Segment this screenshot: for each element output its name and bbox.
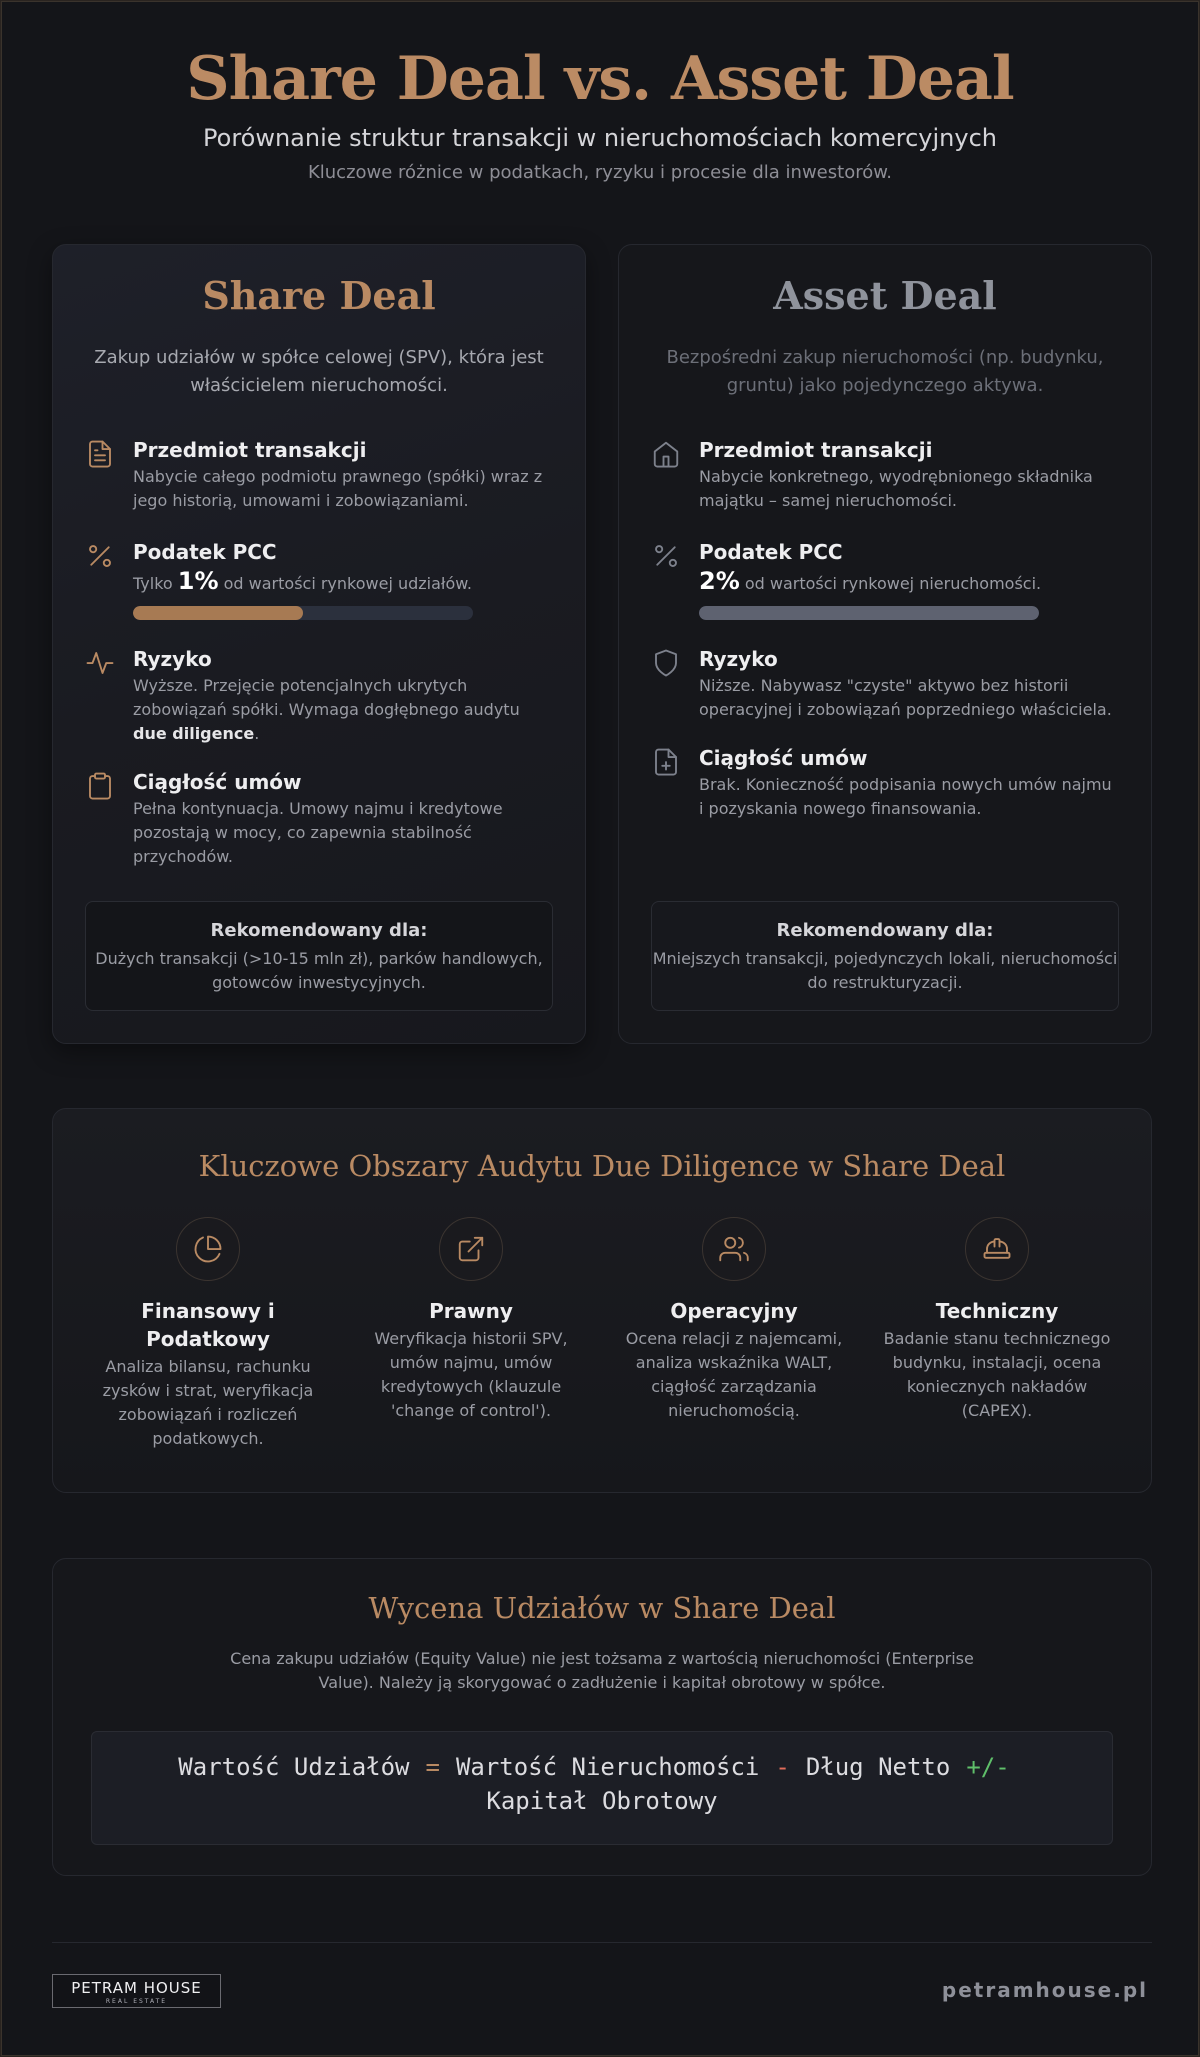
recommended-title: Rekomendowany dla: [776, 920, 994, 941]
logo-sub-text: REAL ESTATE [105, 1998, 168, 2005]
formula-plusminus: +/- [966, 1753, 1010, 1781]
dd-item-text: Analiza bilansu, rachunku zysków i strat, weryfikacja zobowiązań i rozliczeń podatkowych. [102, 1357, 314, 1448]
dd-item-financial [93, 1217, 323, 1451]
company-logo [52, 1974, 221, 2008]
activity-icon [85, 648, 115, 678]
clipboard-icon [85, 771, 115, 801]
external-link-icon [439, 1217, 503, 1281]
page-title: Share Deal vs. Asset Deal [186, 44, 1014, 114]
users-icon [702, 1217, 766, 1281]
asset-subject-feature [651, 437, 1119, 513]
footer-divider [52, 1942, 1152, 1943]
valuation-formula [91, 1731, 1113, 1845]
dd-item-text: Weryfikacja historii SPV, umów najmu, umów kredytowych (klauzule 'change of control'). [374, 1329, 568, 1420]
risk-text: Wyższe. Przejęcie potencjalnych ukrytych zobowiązań spółki. Wymaga dogłębnego audytu [133, 676, 520, 719]
tax-rate-line [133, 569, 553, 596]
tax-rate: 1% [177, 567, 219, 595]
tax-suffix: od wartości rynkowej nieruchomości. [744, 574, 1042, 593]
tax-rate-bar-fill [699, 606, 1039, 620]
due-diligence-title: Kluczowe Obszary Audytu Due Diligence w Share Deal [198, 1149, 1006, 1183]
tax-suffix: od wartości rynkowej udziałów. [223, 574, 472, 593]
formula-debt: Dług Netto [805, 1753, 951, 1781]
dd-item-text: Ocena relacji z najemcami, analiza wskaźnika WALT, ciągłość zarządzania nieruchomością. [625, 1329, 843, 1420]
tax-rate: 2% [699, 567, 740, 595]
recommended-title: Rekomendowany dla: [210, 920, 428, 941]
file-plus-icon [651, 747, 681, 777]
share-subject-feature [85, 437, 553, 513]
dd-item-legal [356, 1217, 586, 1423]
percent-icon [85, 541, 115, 571]
feature-text: Pełna kontynuacja. Umowy najmu i kredytowe pozostają w mocy, co zapewnia stabilność przychodów. [133, 799, 503, 866]
dd-item-title: Operacyjny [670, 1299, 798, 1323]
feature-text: Niższe. Nabywasz "czyste" aktywo bez historii operacyjnej i zobowiązań poprzedniego właściciela. [699, 676, 1112, 719]
home-icon [651, 439, 681, 469]
feature-title: Podatek PCC [699, 540, 843, 564]
formula-working-capital: Kapitał Obrotowy [486, 1787, 718, 1815]
asset-deal-title: Asset Deal [773, 273, 997, 318]
risk-emphasis: due diligence [133, 724, 255, 743]
formula-property: Wartość Nieruchomości [455, 1753, 760, 1781]
asset-tax-feature [651, 539, 1119, 620]
tax-rate-bar-fill [133, 606, 303, 620]
dd-item-text: Badanie stanu technicznego budynku, instalacji, ocena koniecznych nakładów (CAPEX). [883, 1329, 1111, 1420]
asset-recommended-box [651, 901, 1119, 1011]
tax-prefix: Tylko [133, 574, 173, 593]
dd-item-operational [619, 1217, 849, 1423]
feature-text: Nabycie konkretnego, wyodrębnionego składnika majątku – samej nieruchomości. [699, 467, 1093, 510]
recommended-text: Mniejszych transakcji, pojedynczych lokali, nieruchomości do restrukturyzacji. [652, 949, 1118, 992]
recommended-text: Dużych transakcji (>10-15 mln zł), parków handlowych, gotowców inwestycyjnych. [95, 949, 543, 992]
share-tax-feature [85, 539, 553, 620]
feature-title: Ciągłość umów [699, 746, 868, 770]
tax-rate-bar [699, 606, 1039, 620]
feature-title: Ryzyko [699, 647, 778, 671]
formula-minus: - [775, 1753, 790, 1781]
share-recommended-box [85, 901, 553, 1011]
share-risk-feature [85, 646, 553, 746]
document-icon [85, 439, 115, 469]
feature-title: Przedmiot transakcji [699, 438, 933, 462]
feature-title: Ciągłość umów [133, 770, 302, 794]
feature-title: Ryzyko [133, 647, 212, 671]
risk-end: . [254, 724, 260, 743]
hard-hat-icon [965, 1217, 1029, 1281]
feature-text: Brak. Konieczność podpisania nowych umów najmu i pozyskania nowego finansowania. [699, 775, 1112, 818]
feature-text: Nabycie całego podmiotu prawnego (spółki) wraz z jego historią, umowami i zobowiązaniami. [133, 467, 543, 510]
dd-item-title: Finansowy i Podatkowy [141, 1299, 275, 1351]
page-frame [1, 1, 1199, 2056]
asset-deal-description: Bezpośredni zakup nieruchomości (np. budynku, gruntu) jako pojedynczego aktywa. [666, 347, 1104, 396]
dd-item-title: Prawny [429, 1299, 513, 1323]
tax-rate-bar [133, 606, 473, 620]
pie-chart-icon [176, 1217, 240, 1281]
asset-risk-feature [651, 646, 1119, 722]
formula-equity: Wartość Udziałów [178, 1753, 410, 1781]
share-deal-title: Share Deal [202, 273, 436, 318]
logo-main-text: PETRAM HOUSE [71, 1979, 202, 1997]
dd-item-title: Techniczny [935, 1299, 1059, 1323]
share-deal-description: Zakup udziałów w spółce celowej (SPV), która jest właścicielem nieruchomości. [94, 347, 544, 396]
percent-icon [651, 541, 681, 571]
feature-title: Przedmiot transakcji [133, 438, 367, 462]
formula-equals: = [425, 1753, 440, 1781]
dd-item-technical [882, 1217, 1112, 1423]
website-link[interactable]: petramhouse.pl [941, 1978, 1148, 2002]
asset-continuity-feature [651, 745, 1119, 821]
valuation-text: Cena zakupu udziałów (Equity Value) nie jest tożsama z wartością nieruchomości (Enterprise Value). Należy ją skorygować o zadłużenie i kapitał obrotowy w spółce. [230, 1649, 974, 1692]
shield-icon [651, 648, 681, 678]
feature-title: Podatek PCC [133, 540, 277, 564]
page-tagline: Kluczowe różnice w podatkach, ryzyku i procesie dla inwestorów. [307, 162, 893, 183]
hero [2, 42, 1198, 183]
asset-deal-card [618, 244, 1152, 1044]
feature-text [133, 674, 553, 746]
page-subtitle: Porównanie struktur transakcji w nieruchomościach komercyjnych [203, 124, 997, 152]
share-continuity-feature [85, 769, 553, 869]
share-deal-card [52, 244, 586, 1044]
tax-rate-line [699, 569, 1119, 596]
valuation-title: Wycena Udziałów w Share Deal [368, 1591, 836, 1625]
valuation-section [52, 1558, 1152, 1876]
due-diligence-section [52, 1108, 1152, 1493]
